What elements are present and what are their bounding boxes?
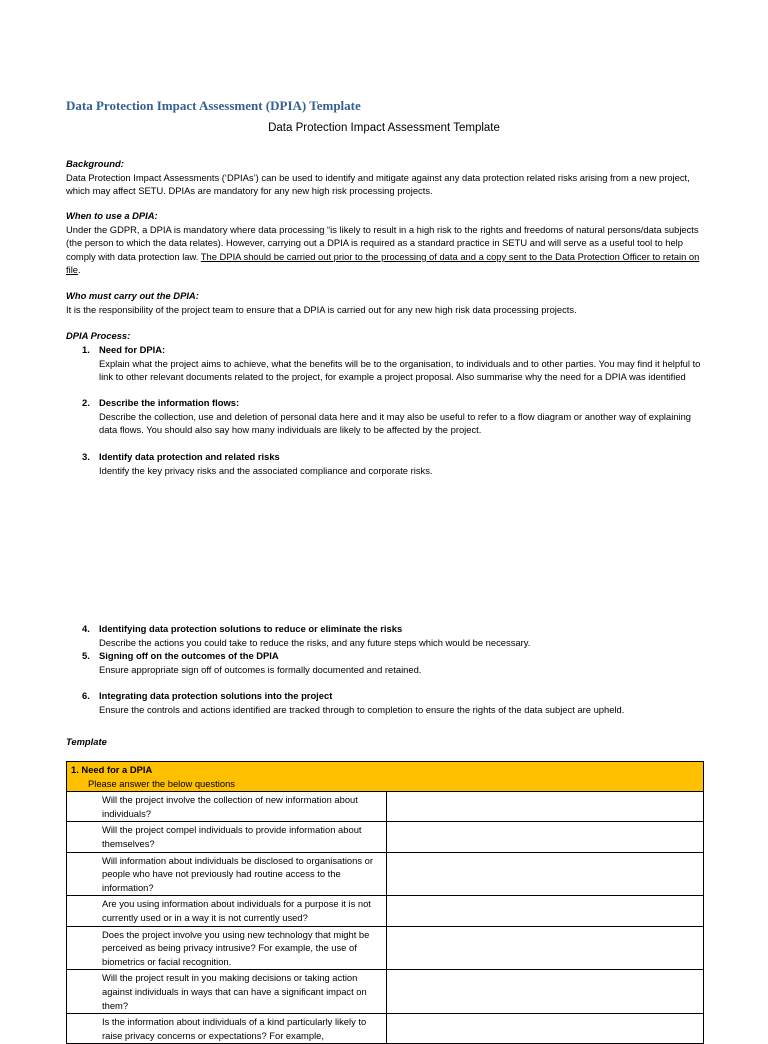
process-heading-text: DPIA Process: (66, 330, 131, 341)
answer-cell[interactable] (387, 926, 704, 970)
step-number: 3. (82, 451, 90, 462)
template-label: Template (66, 736, 107, 747)
step-number: 6. (82, 690, 90, 701)
question-cell: Will the project result in you making decisions or taking action against individuals in ways that can have a significant impact on them? (67, 970, 387, 1014)
process-step-2 (82, 396, 706, 437)
table-row (67, 896, 704, 926)
step-description: Ensure the controls and actions identified are tracked through to completion to ensure the rights of the data subject are upheld. (99, 703, 625, 715)
answer-cell[interactable] (387, 822, 704, 852)
answer-cell[interactable] (387, 1014, 704, 1044)
who-section (66, 289, 706, 316)
process-step-6 (82, 689, 706, 716)
answer-cell[interactable] (387, 896, 704, 926)
table-row (67, 1014, 704, 1044)
process-step-3 (82, 450, 706, 477)
when-text (66, 223, 706, 277)
step-number: 2. (82, 397, 90, 408)
who-text: It is the responsibility of the project team to ensure that a DPIA is carried out for any new high risk data processing projects. (66, 303, 577, 315)
background-section (66, 157, 706, 198)
who-heading: Who must carry out the DPIA: (66, 290, 199, 301)
step-title: Need for DPIA: (99, 344, 166, 355)
table-row (67, 792, 704, 822)
table-row (67, 852, 704, 896)
when-text-main: Under the GDPR, a DPIA is mandatory where data processing “is likely to result in a high risk to the rights and freedoms of natural persons/data subjects (the person to which the data relates). However, carrying out a DPIA is required as a standard practice in SETU and will serve as a useful tool to help comply with data protection law. (66, 223, 699, 262)
table-row (67, 970, 704, 1014)
step-description: Describe the actions you could take to reduce the risks, and any future steps which would be necessary. (99, 636, 531, 648)
step-description: Explain what the project aims to achieve, what the benefits will be to the organisation, to individuals and to other parties. You may find it helpful to link to other relevant documents related to the project, for example a project proposal. Also summarise why the need for a DPIA was identified (99, 357, 701, 383)
step-number: 1. (82, 344, 90, 355)
table-section-header (67, 762, 704, 792)
step-description: Ensure appropriate sign off of outcomes is formally documented and retained. (99, 663, 422, 675)
document-heading: Data Protection Impact Assessment (DPIA) Template (66, 98, 361, 113)
when-text-underlined: The DPIA should be carried out prior to the processing of data and a copy sent to the Data Protection Officer to retain on file (66, 250, 700, 276)
answer-cell[interactable] (387, 852, 704, 896)
question-cell: Will information about individuals be disclosed to organisations or people who have not previously had routine access to the information? (67, 852, 387, 896)
table-row (67, 822, 704, 852)
dpia-template-table (66, 761, 704, 1044)
step-number: 5. (82, 650, 90, 661)
process-step-1 (82, 343, 706, 384)
answer-cell[interactable] (387, 792, 704, 822)
question-cell: Will the project involve the collection of new information about individuals? (67, 792, 387, 822)
step-description: Describe the collection, use and deletion of personal data here and it may also be useful to refer to a flow diagram or another way of explaining data flows. You should also say how many individuals are likely to be affected by the project. (99, 410, 692, 436)
step-title: Integrating data protection solutions into the project (99, 690, 333, 701)
table-section-title: 1. Need for a DPIA (71, 764, 153, 775)
background-heading: Background: (66, 158, 124, 169)
process-step-5 (82, 649, 706, 676)
question-cell: Will the project compel individuals to provide information about themselves? (67, 822, 387, 852)
process-heading (66, 329, 706, 343)
question-cell: Does the project involve you using new technology that might be perceived as being privacy intrusive? For example, the use of biometrics or facial recognition. (67, 926, 387, 970)
background-text: Data Protection Impact Assessments (‘DPIAs’) can be used to identify and mitigate against any data protection related risks arising from a new project, which may affect SETU. DPIAs are mandatory for any new high risk processing projects. (66, 171, 690, 197)
process-step-4 (82, 622, 706, 649)
table-row (67, 926, 704, 970)
when-text-end: . (77, 264, 81, 276)
step-description: Identify the key privacy risks and the associated compliance and corporate risks. (99, 464, 433, 476)
step-title: Identifying data protection solutions to reduce or eliminate the risks (99, 623, 403, 634)
question-cell: Are you using information about individuals for a purpose it is not currently used or in a way it is not currently used? (67, 896, 387, 926)
table-section-subtitle: Please answer the below questions (88, 777, 235, 789)
step-title: Identify data protection and related risks (99, 451, 280, 462)
step-title: Describe the information flows: (99, 397, 240, 408)
table-header-row (67, 762, 704, 792)
when-section (66, 209, 706, 277)
document-subtitle: Data Protection Impact Assessment Template (268, 122, 500, 134)
answer-cell[interactable] (387, 970, 704, 1014)
step-title: Signing off on the outcomes of the DPIA (99, 650, 279, 661)
when-heading: When to use a DPIA: (66, 210, 158, 221)
step-number: 4. (82, 623, 90, 634)
question-cell: Is the information about individuals of a kind particularly likely to raise privacy concerns or expectations? For example, (67, 1014, 387, 1044)
